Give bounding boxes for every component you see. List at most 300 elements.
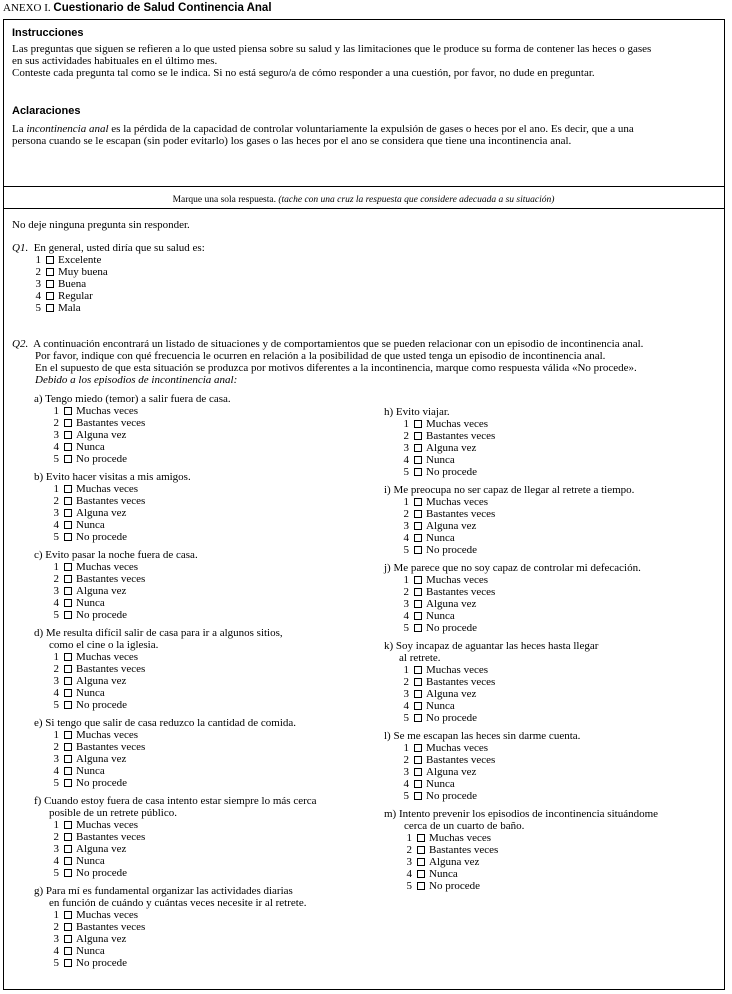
option-number: 5 bbox=[53, 957, 59, 969]
checkbox[interactable] bbox=[64, 677, 72, 685]
option-number: 1 bbox=[53, 651, 59, 663]
item-d bbox=[34, 627, 283, 711]
option-label: Alguna vez bbox=[76, 585, 127, 597]
checkbox[interactable] bbox=[64, 845, 72, 853]
item-options bbox=[50, 819, 317, 879]
option-label: Bastantes veces bbox=[426, 676, 496, 688]
item-h-option-2 bbox=[400, 430, 495, 442]
item-b-option-1 bbox=[50, 483, 191, 495]
option-number: 1 bbox=[53, 729, 59, 741]
option-number: 3 bbox=[403, 442, 409, 454]
checkbox[interactable] bbox=[417, 846, 425, 854]
checkbox[interactable] bbox=[414, 792, 422, 800]
checkbox[interactable] bbox=[64, 653, 72, 661]
checkbox[interactable] bbox=[46, 268, 54, 276]
q1-text: En general, usted diría que su salud es: bbox=[33, 242, 205, 254]
item-e-option-4 bbox=[50, 765, 296, 777]
checkbox[interactable] bbox=[64, 911, 72, 919]
option-label: Alguna vez bbox=[429, 856, 480, 868]
item-question-text: en función de cuándo y cuántas veces necesite ir al retrete. bbox=[49, 897, 307, 909]
q2-line: A continuación encontrará un listado de situaciones y de comportamientos que se pueden relacionar con un episodio de incontinencia anal. bbox=[33, 338, 644, 350]
item-j bbox=[384, 562, 641, 634]
aclaraciones-title: Aclaraciones bbox=[12, 105, 81, 117]
item-l-option-1 bbox=[400, 742, 580, 754]
item-options bbox=[50, 561, 198, 621]
option-number: 2 bbox=[403, 508, 409, 520]
option-number: 2 bbox=[53, 417, 59, 429]
option-number: 3 bbox=[403, 520, 409, 532]
option-number: 3 bbox=[53, 843, 59, 855]
option-label: Muchas veces bbox=[76, 561, 139, 573]
checkbox[interactable] bbox=[64, 575, 72, 583]
checkbox[interactable] bbox=[64, 779, 72, 787]
checkbox[interactable] bbox=[414, 768, 422, 776]
option-label: Bastantes veces bbox=[429, 844, 499, 856]
option-label: No procede bbox=[426, 712, 478, 724]
option-label: Bastantes veces bbox=[76, 663, 146, 675]
checkbox[interactable] bbox=[417, 834, 425, 842]
item-l-option-3 bbox=[400, 766, 580, 778]
q1-option-2 bbox=[32, 266, 205, 278]
option-label: Nunca bbox=[426, 454, 455, 466]
option-label: Nunca bbox=[76, 855, 105, 867]
option-label: Alguna vez bbox=[426, 688, 477, 700]
item-m-option-3 bbox=[403, 856, 658, 868]
option-number: 3 bbox=[406, 856, 412, 868]
option-label: Nunca bbox=[426, 610, 455, 622]
option-label: Muchas veces bbox=[76, 405, 139, 417]
instrucciones-text bbox=[12, 43, 712, 79]
option-number: 1 bbox=[53, 561, 59, 573]
item-i-option-3 bbox=[400, 520, 634, 532]
checkbox[interactable] bbox=[414, 780, 422, 788]
item-c-option-5 bbox=[50, 609, 198, 621]
item-f-option-1 bbox=[50, 819, 317, 831]
text-run: es la pérdida de la capacidad de controlar voluntariamente la expulsión de gases o heces por el ano. Es decir, que a una bbox=[108, 123, 634, 135]
option-number: 1 bbox=[53, 483, 59, 495]
checkbox[interactable] bbox=[417, 882, 425, 890]
option-number: 1 bbox=[53, 405, 59, 417]
checkbox[interactable] bbox=[414, 510, 422, 518]
option-label: Alguna vez bbox=[76, 429, 127, 441]
item-a-option-5 bbox=[50, 453, 231, 465]
checkbox[interactable] bbox=[64, 869, 72, 877]
option-number: 5 bbox=[403, 622, 409, 634]
checkbox[interactable] bbox=[64, 821, 72, 829]
q1-option-5 bbox=[32, 302, 205, 314]
option-number: 4 bbox=[53, 519, 59, 531]
q1-option-1 bbox=[32, 254, 205, 266]
question-q2 bbox=[12, 338, 643, 386]
option-number: 2 bbox=[403, 586, 409, 598]
option-label: Mala bbox=[58, 302, 81, 314]
item-question-text: como el cine o la iglesia. bbox=[49, 639, 159, 651]
option-label: Alguna vez bbox=[426, 520, 477, 532]
checkbox[interactable] bbox=[414, 702, 422, 710]
option-label: Alguna vez bbox=[426, 442, 477, 454]
checkbox[interactable] bbox=[414, 756, 422, 764]
checkbox[interactable] bbox=[64, 665, 72, 673]
option-number: 2 bbox=[35, 266, 41, 278]
item-question-text: l) Se me escapan las heces sin darme cuenta. bbox=[384, 730, 581, 742]
option-label: Bastantes veces bbox=[426, 430, 496, 442]
checkbox[interactable] bbox=[64, 443, 72, 451]
option-number: 5 bbox=[403, 790, 409, 802]
checkbox[interactable] bbox=[64, 833, 72, 841]
checkbox[interactable] bbox=[46, 292, 54, 300]
item-options bbox=[400, 418, 495, 478]
option-number: 1 bbox=[53, 909, 59, 921]
item-a bbox=[34, 393, 231, 465]
option-label: No procede bbox=[429, 880, 481, 892]
option-label: Muy buena bbox=[58, 266, 108, 278]
item-b-option-2 bbox=[50, 495, 191, 507]
option-number: 3 bbox=[403, 766, 409, 778]
item-m-option-1 bbox=[403, 832, 658, 844]
checkbox[interactable] bbox=[64, 521, 72, 529]
q2-line: En el supuesto de que esta situación se produzca por motivos diferentes a la incontinencia, marque como respuesta válida «No procede». bbox=[35, 362, 637, 374]
item-d-option-3 bbox=[50, 675, 283, 687]
item-j-option-1 bbox=[400, 574, 641, 586]
item-f bbox=[34, 795, 317, 879]
option-label: Buena bbox=[58, 278, 87, 290]
item-m bbox=[384, 808, 658, 892]
option-number: 2 bbox=[53, 921, 59, 933]
option-number: 1 bbox=[406, 832, 412, 844]
item-c-option-4 bbox=[50, 597, 198, 609]
item-j-option-3 bbox=[400, 598, 641, 610]
item-j-option-5 bbox=[400, 622, 641, 634]
aclaraciones-line bbox=[12, 123, 712, 135]
option-number: 1 bbox=[403, 574, 409, 586]
checkbox[interactable] bbox=[46, 280, 54, 288]
option-number: 1 bbox=[403, 742, 409, 754]
item-k-option-1 bbox=[400, 664, 598, 676]
checkbox[interactable] bbox=[64, 689, 72, 697]
option-label: Excelente bbox=[58, 254, 102, 266]
item-question-text: d) Me resulta difícil salir de casa para ir a algunos sitios, bbox=[34, 627, 283, 639]
item-options bbox=[400, 496, 634, 556]
item-k-option-2 bbox=[400, 676, 598, 688]
checkbox[interactable] bbox=[64, 857, 72, 865]
marque-text: Marque una sola respuesta. bbox=[172, 195, 276, 205]
item-d-option-5 bbox=[50, 699, 283, 711]
checkbox[interactable] bbox=[64, 533, 72, 541]
item-e-option-3 bbox=[50, 753, 296, 765]
option-number: 2 bbox=[53, 495, 59, 507]
option-label: Nunca bbox=[76, 687, 105, 699]
checkbox[interactable] bbox=[64, 923, 72, 931]
option-number: 5 bbox=[53, 699, 59, 711]
option-label: Alguna vez bbox=[76, 933, 127, 945]
item-d-option-1 bbox=[50, 651, 283, 663]
checkbox[interactable] bbox=[414, 744, 422, 752]
option-number: 1 bbox=[53, 819, 59, 831]
item-options bbox=[50, 909, 306, 969]
option-label: Alguna vez bbox=[76, 843, 127, 855]
item-k-option-4 bbox=[400, 700, 598, 712]
checkbox[interactable] bbox=[414, 498, 422, 506]
option-label: Bastantes veces bbox=[76, 921, 146, 933]
option-label: No procede bbox=[426, 544, 478, 556]
option-label: Alguna vez bbox=[426, 598, 477, 610]
checkbox[interactable] bbox=[64, 587, 72, 595]
item-options bbox=[50, 483, 191, 543]
checkbox[interactable] bbox=[64, 419, 72, 427]
option-number: 4 bbox=[403, 778, 409, 790]
item-question-text: a) Tengo miedo (temor) a salir fuera de casa. bbox=[34, 393, 231, 405]
option-number: 4 bbox=[53, 597, 59, 609]
q2-subtitle: Debido a los episodios de incontinencia anal: bbox=[35, 374, 238, 386]
item-m-option-5 bbox=[403, 880, 658, 892]
item-c-option-3 bbox=[50, 585, 198, 597]
option-number: 4 bbox=[403, 454, 409, 466]
item-j-option-4 bbox=[400, 610, 641, 622]
item-options bbox=[50, 729, 296, 789]
option-label: Nunca bbox=[76, 519, 105, 531]
option-number: 5 bbox=[403, 544, 409, 556]
item-l-option-2 bbox=[400, 754, 580, 766]
option-label: Bastantes veces bbox=[426, 586, 496, 598]
checkbox[interactable] bbox=[64, 509, 72, 517]
option-label: Muchas veces bbox=[426, 664, 489, 676]
option-number: 2 bbox=[403, 430, 409, 442]
item-question-text: m) Intento prevenir los episodios de incontinencia situándome bbox=[384, 808, 659, 820]
option-number: 2 bbox=[53, 831, 59, 843]
option-number: 2 bbox=[403, 754, 409, 766]
item-question-text: h) Evito viajar. bbox=[384, 406, 450, 418]
checkbox[interactable] bbox=[414, 534, 422, 542]
checkbox[interactable] bbox=[417, 870, 425, 878]
item-c-option-2 bbox=[50, 573, 198, 585]
aclaraciones-text bbox=[12, 123, 712, 147]
option-number: 3 bbox=[53, 753, 59, 765]
checkbox[interactable] bbox=[414, 432, 422, 440]
item-question-text: f) Cuando estoy fuera de casa intento estar siempre lo más cerca bbox=[34, 795, 317, 807]
option-number: 1 bbox=[403, 496, 409, 508]
option-label: Muchas veces bbox=[76, 909, 139, 921]
item-e bbox=[34, 717, 296, 789]
page-title: Cuestionario de Salud Continencia Anal bbox=[53, 2, 272, 14]
item-question-text: al retrete. bbox=[399, 652, 441, 664]
instrucciones-line: en sus actividades habituales en el último mes. bbox=[12, 55, 218, 67]
item-m-option-4 bbox=[403, 868, 658, 880]
item-g-option-5 bbox=[50, 957, 306, 969]
item-i-option-4 bbox=[400, 532, 634, 544]
marque-instruction bbox=[4, 194, 723, 206]
checkbox[interactable] bbox=[414, 444, 422, 452]
item-l-option-5 bbox=[400, 790, 580, 802]
item-h-option-3 bbox=[400, 442, 495, 454]
checkbox[interactable] bbox=[64, 599, 72, 607]
item-b-option-3 bbox=[50, 507, 191, 519]
checkbox[interactable] bbox=[414, 678, 422, 686]
option-label: No procede bbox=[76, 699, 128, 711]
option-label: Alguna vez bbox=[76, 753, 127, 765]
option-number: 5 bbox=[53, 609, 59, 621]
checkbox[interactable] bbox=[414, 714, 422, 722]
option-number: 2 bbox=[53, 573, 59, 585]
item-g-option-4 bbox=[50, 945, 306, 957]
checkbox[interactable] bbox=[64, 497, 72, 505]
option-label: No procede bbox=[76, 531, 128, 543]
item-l-option-4 bbox=[400, 778, 580, 790]
checkbox[interactable] bbox=[64, 947, 72, 955]
checkbox[interactable] bbox=[414, 468, 422, 476]
option-number: 2 bbox=[53, 663, 59, 675]
text-run: La bbox=[12, 123, 27, 135]
no-deje-note: No deje ninguna pregunta sin responder. bbox=[12, 219, 190, 231]
checkbox[interactable] bbox=[414, 666, 422, 674]
option-label: No procede bbox=[76, 957, 128, 969]
checkbox[interactable] bbox=[64, 959, 72, 967]
option-number: 2 bbox=[406, 844, 412, 856]
option-number: 5 bbox=[403, 466, 409, 478]
item-f-option-2 bbox=[50, 831, 317, 843]
option-label: Nunca bbox=[76, 441, 105, 453]
checkbox[interactable] bbox=[414, 690, 422, 698]
item-k-option-5 bbox=[400, 712, 598, 724]
item-b bbox=[34, 471, 191, 543]
item-f-option-3 bbox=[50, 843, 317, 855]
checkbox[interactable] bbox=[64, 755, 72, 763]
item-d-option-4 bbox=[50, 687, 283, 699]
option-label: Bastantes veces bbox=[426, 508, 496, 520]
option-number: 4 bbox=[53, 945, 59, 957]
checkbox[interactable] bbox=[414, 576, 422, 584]
option-label: Muchas veces bbox=[429, 832, 492, 844]
option-label: No procede bbox=[76, 867, 128, 879]
checkbox[interactable] bbox=[64, 563, 72, 571]
option-label: Nunca bbox=[76, 945, 105, 957]
option-number: 4 bbox=[53, 441, 59, 453]
checkbox[interactable] bbox=[46, 256, 54, 264]
checkbox[interactable] bbox=[64, 701, 72, 709]
checkbox[interactable] bbox=[414, 600, 422, 608]
item-question-text: k) Soy incapaz de aguantar las heces hasta llegar bbox=[384, 640, 599, 652]
option-number: 4 bbox=[53, 765, 59, 777]
questionnaire-frame bbox=[3, 19, 725, 990]
item-a-option-4 bbox=[50, 441, 231, 453]
instrucciones-line: Conteste cada pregunta tal como se le indica. Si no está seguro/a de cómo responder a una cuestión, por favor, no dude en preguntar. bbox=[12, 67, 595, 79]
option-label: Muchas veces bbox=[426, 418, 489, 430]
option-label: Bastantes veces bbox=[76, 831, 146, 843]
option-label: Nunca bbox=[76, 597, 105, 609]
option-number: 4 bbox=[403, 700, 409, 712]
item-question-text: c) Evito pasar la noche fuera de casa. bbox=[34, 549, 198, 561]
option-number: 4 bbox=[406, 868, 412, 880]
item-a-option-1 bbox=[50, 405, 231, 417]
option-label: Bastantes veces bbox=[76, 741, 146, 753]
item-i bbox=[384, 484, 634, 556]
checkbox[interactable] bbox=[64, 611, 72, 619]
checkbox[interactable] bbox=[64, 743, 72, 751]
checkbox[interactable] bbox=[46, 304, 54, 312]
marque-note: (tache con una cruz la respuesta que considere adecuada a su situación) bbox=[278, 195, 555, 205]
item-e-option-5 bbox=[50, 777, 296, 789]
checkbox[interactable] bbox=[64, 485, 72, 493]
checkbox[interactable] bbox=[64, 767, 72, 775]
checkbox[interactable] bbox=[64, 935, 72, 943]
item-options bbox=[400, 742, 580, 802]
option-number: 4 bbox=[35, 290, 41, 302]
item-a-option-2 bbox=[50, 417, 231, 429]
option-number: 4 bbox=[403, 532, 409, 544]
option-number: 2 bbox=[53, 741, 59, 753]
item-f-option-4 bbox=[50, 855, 317, 867]
checkbox[interactable] bbox=[414, 522, 422, 530]
item-question-text: b) Evito hacer visitas a mis amigos. bbox=[34, 471, 191, 483]
checkbox[interactable] bbox=[417, 858, 425, 866]
item-b-option-5 bbox=[50, 531, 191, 543]
item-k bbox=[384, 640, 598, 724]
option-label: Bastantes veces bbox=[426, 754, 496, 766]
option-label: Nunca bbox=[426, 532, 455, 544]
item-options bbox=[50, 651, 283, 711]
item-b-option-4 bbox=[50, 519, 191, 531]
item-l bbox=[384, 730, 580, 802]
checkbox[interactable] bbox=[414, 456, 422, 464]
checkbox[interactable] bbox=[64, 731, 72, 739]
q2-line: Por favor, indique con qué frecuencia le ocurren en relación a la posibilidad de que usted tenga un episodio de incontinencia anal. bbox=[35, 350, 606, 362]
option-label: Muchas veces bbox=[76, 729, 139, 741]
option-label: No procede bbox=[426, 622, 478, 634]
checkbox[interactable] bbox=[64, 407, 72, 415]
q2-label: Q2. bbox=[12, 338, 29, 350]
option-number: 4 bbox=[53, 687, 59, 699]
checkbox[interactable] bbox=[64, 455, 72, 463]
divider bbox=[4, 186, 724, 187]
option-number: 3 bbox=[53, 933, 59, 945]
item-c bbox=[34, 549, 198, 621]
option-number: 1 bbox=[403, 418, 409, 430]
aclaraciones-line: persona cuando se le escapan (sin poder evitarlo) los gases o las heces por el ano se considera que tiene una incontinencia anal. bbox=[12, 135, 572, 147]
option-label: Nunca bbox=[429, 868, 458, 880]
item-question-text: cerca de un cuarto de baño. bbox=[404, 820, 525, 832]
checkbox[interactable] bbox=[414, 420, 422, 428]
option-number: 5 bbox=[53, 777, 59, 789]
item-question-text: e) Si tengo que salir de casa reduzco la cantidad de comida. bbox=[34, 717, 297, 729]
option-number: 5 bbox=[53, 531, 59, 543]
option-label: No procede bbox=[426, 790, 478, 802]
q1-option-3 bbox=[32, 278, 205, 290]
option-number: 5 bbox=[53, 453, 59, 465]
item-h-option-5 bbox=[400, 466, 495, 478]
option-label: Nunca bbox=[426, 700, 455, 712]
checkbox[interactable] bbox=[414, 624, 422, 632]
option-label: No procede bbox=[76, 777, 128, 789]
checkbox[interactable] bbox=[414, 546, 422, 554]
annex-label: ANEXO I. bbox=[3, 2, 51, 14]
checkbox[interactable] bbox=[414, 612, 422, 620]
instrucciones-line: Las preguntas que siguen se refieren a lo que usted piensa sobre su salud y las limitaciones que le produce su forma de contener las heces o gases bbox=[12, 43, 652, 55]
item-g bbox=[34, 885, 306, 969]
option-label: Muchas veces bbox=[426, 742, 489, 754]
option-number: 5 bbox=[406, 880, 412, 892]
option-label: No procede bbox=[426, 466, 478, 478]
checkbox[interactable] bbox=[414, 588, 422, 596]
checkbox[interactable] bbox=[64, 431, 72, 439]
item-g-option-1 bbox=[50, 909, 306, 921]
item-g-option-2 bbox=[50, 921, 306, 933]
option-label: Alguna vez bbox=[76, 675, 127, 687]
option-label: Bastantes veces bbox=[76, 495, 146, 507]
item-h-option-4 bbox=[400, 454, 495, 466]
q1-options bbox=[32, 254, 205, 314]
option-label: No procede bbox=[76, 453, 128, 465]
option-label: Alguna vez bbox=[426, 766, 477, 778]
item-question-text: i) Me preocupa no ser capaz de llegar al retrete a tiempo. bbox=[384, 484, 635, 496]
